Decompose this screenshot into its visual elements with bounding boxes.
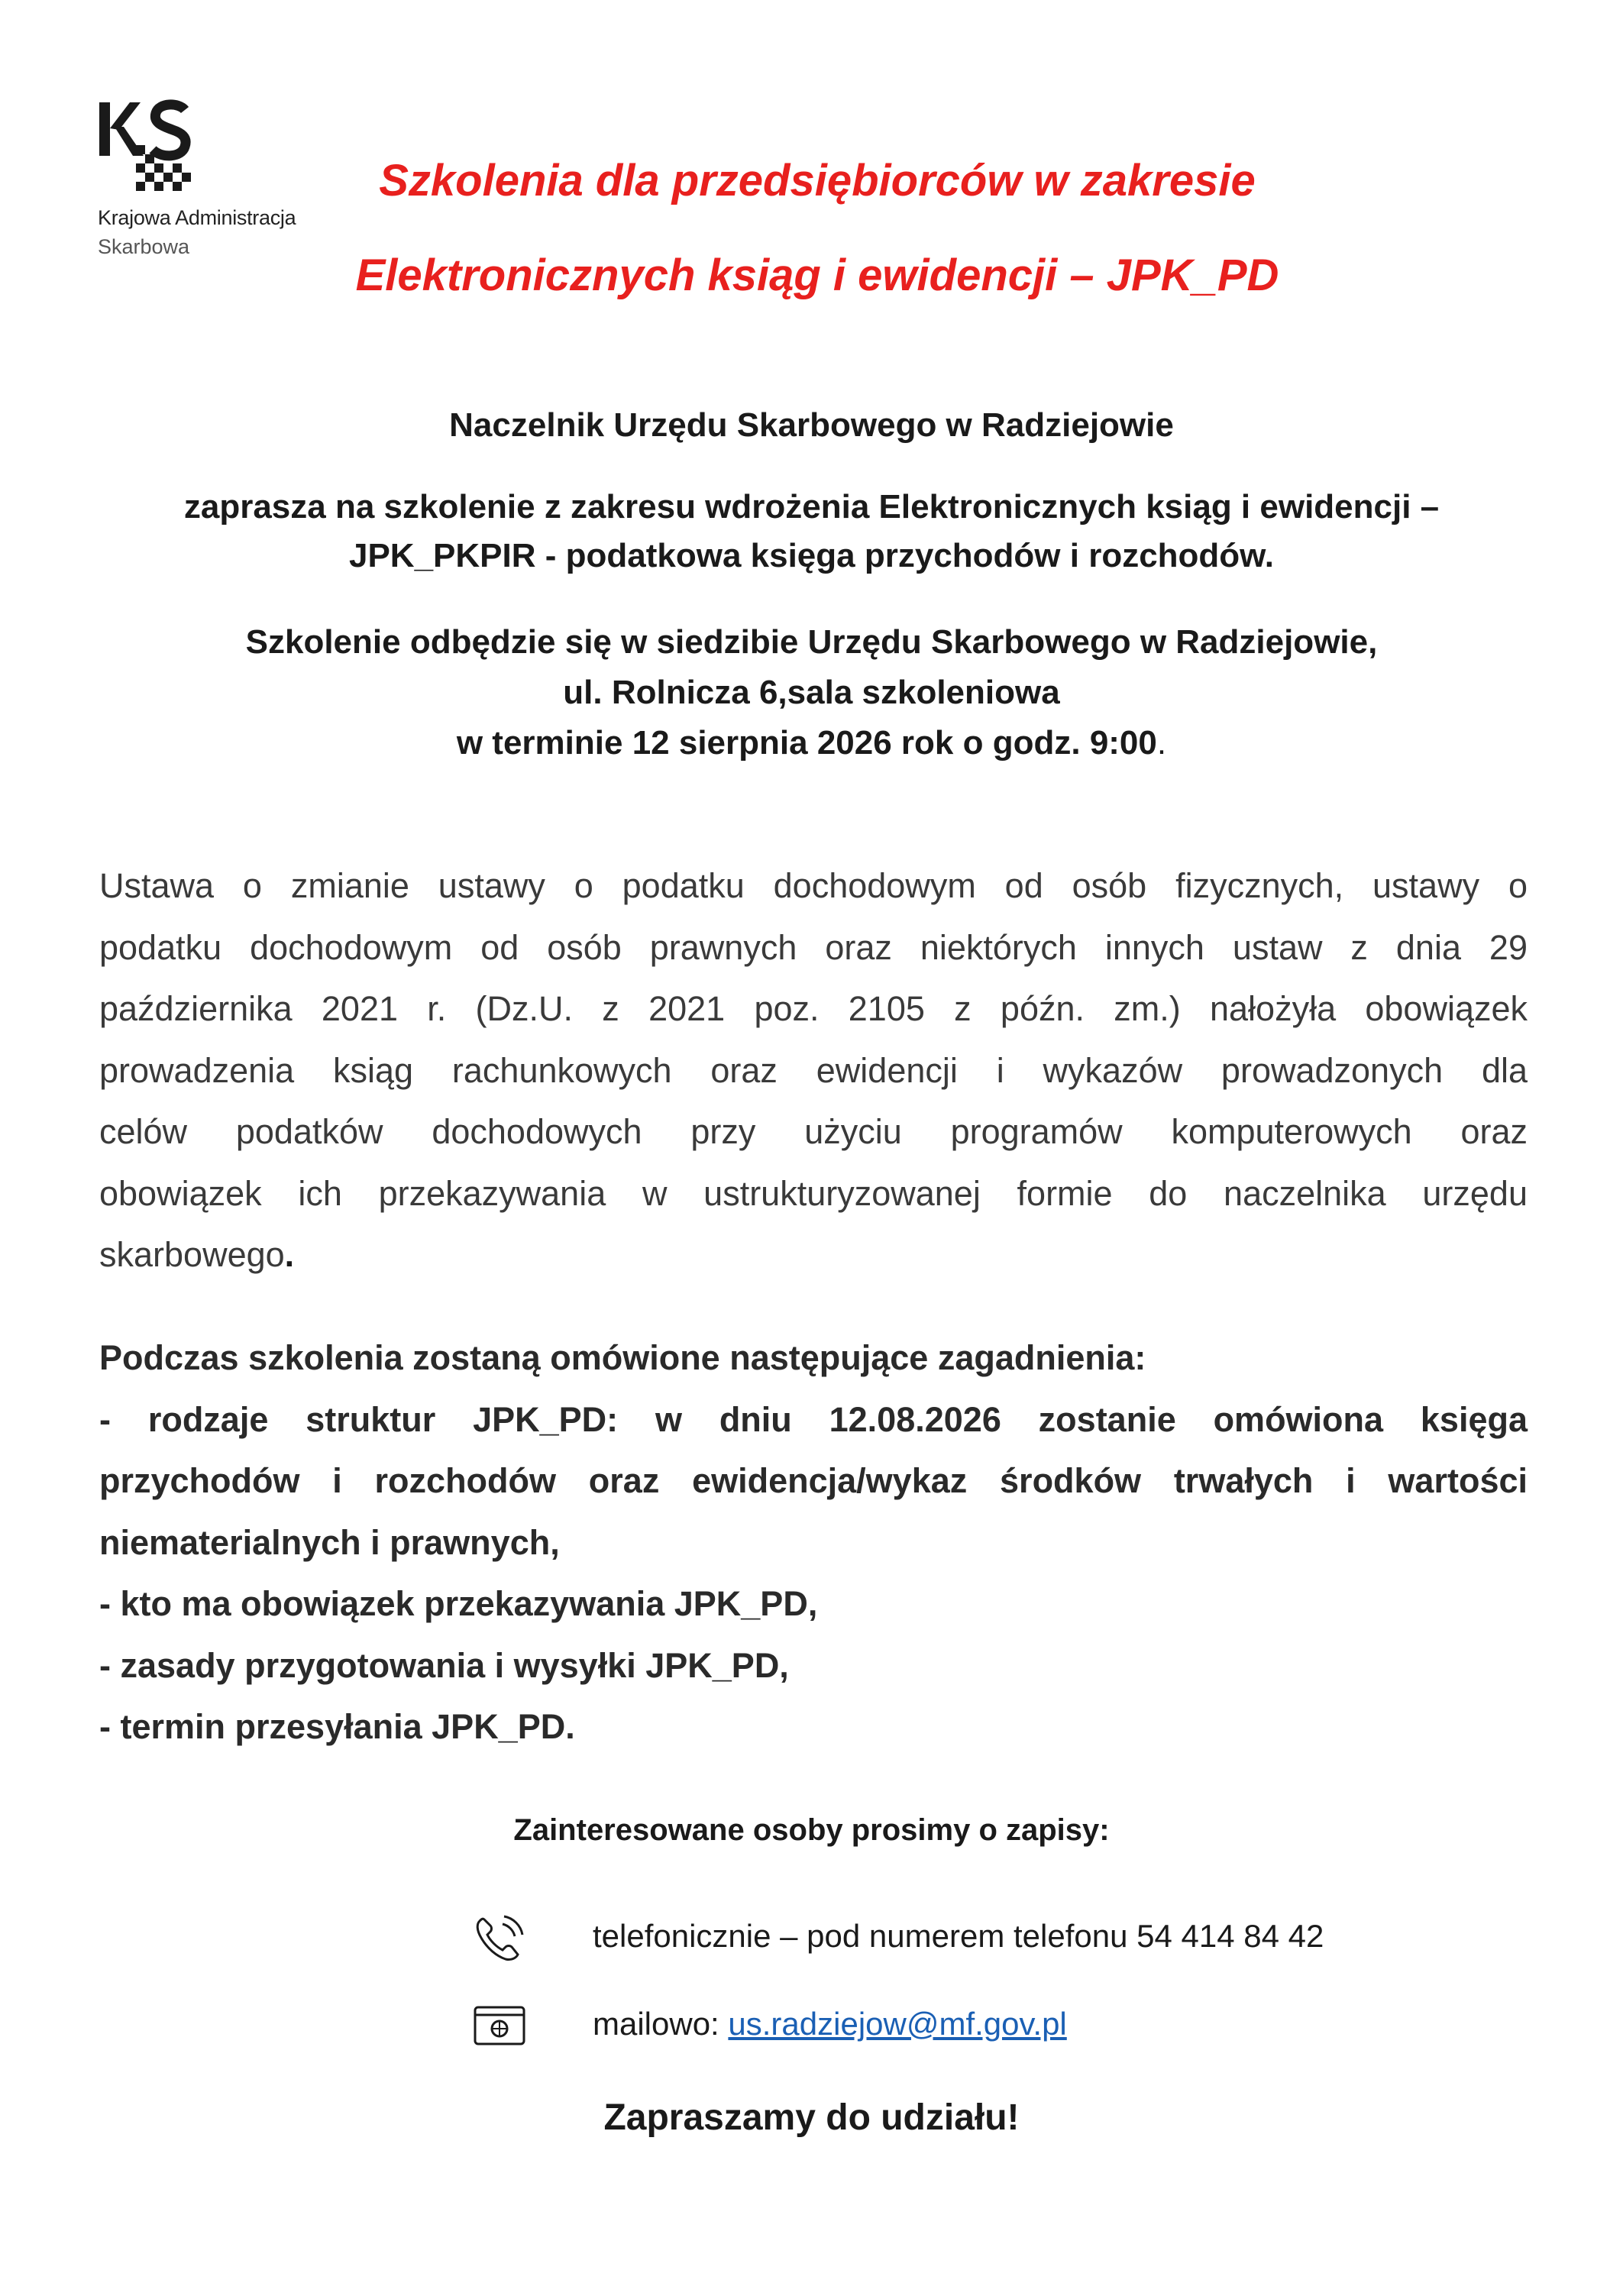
intro-line3: JPK_PKPIR - podatkowa księga przychodów i rozchodów. [348,537,1274,574]
kas-logo [98,99,327,267]
email-link[interactable]: us.radziejow@mf.gov.pl [728,2006,1067,2042]
web-mail-icon [472,2001,527,2050]
signup-heading: Zainteresowane osoby prosimy o zapisy: [513,1813,1110,1847]
topics-heading: Podczas szkolenia zostaną omówione następujące zagadnienia: [99,1338,1146,1377]
topic-item: - kto ma obowiązek przekazywania JPK_PD, [99,1584,818,1623]
intro-line1: Naczelnik Urzędu Skarbowego w Radziejowie [449,406,1174,444]
title-line2: Elektronicznych ksiąg i ewidencji – JPK_PD [355,251,1279,300]
paragraph-line: października 2021 r. (Dz.U. z 2021 poz. 2105 z późn. zm.) nałożyła obowiązek [99,989,1528,1028]
topic-item: - rodzaje struktur JPK_PD: w dniu 12.08.2026 zostanie omówiona księga [99,1399,1528,1439]
paragraph-line: skarbowego [99,1235,285,1274]
phone-icon [472,1913,527,1962]
paragraph-line: prowadzenia ksiąg rachunkowych oraz ewidencji i wykazów prowadzonych dla [99,1050,1528,1090]
topics-list [99,1327,1528,1758]
intro-line2: zaprasza na szkolenie z zakresu wdrożenia Elektronicznych ksiąg i ewidencji – [183,488,1440,525]
organizer-heading [76,403,1547,448]
phone-text: telefonicznie – pod numerem telefonu 54 414 84 42 [593,1918,1324,1954]
logo-text-line1: Krajowa Administracja [98,206,296,229]
topic-item: przychodów i rozchodów oraz ewidencja/wykaz środków trwałych i wartości [99,1461,1528,1500]
paragraph-last-line [99,1224,1528,1286]
intro-line5: ul. Rolnicza 6,sala szkoleniowa [563,674,1060,711]
intro-line6-end: . [1156,724,1167,762]
logo-text-line2: Skarbowa [98,235,190,258]
kas-logo-mark [99,99,199,199]
title-line1: Szkolenia dla przedsiębiorców w zakresie [379,156,1256,205]
topic-item: niematerialnych i prawnych, [99,1522,560,1562]
page-title [328,134,1306,323]
venue-info [76,617,1547,768]
paragraph-line: podatku dochodowym od osób prawnych oraz niektórych innych ustaw z dnia 29 [99,927,1528,967]
intro-line4: Szkolenie odbędzie się w siedzibie Urzędu Skarbowego w Radziejowie, [245,623,1378,661]
intro-line6-row [76,718,1547,768]
closing-invitation: Zapraszamy do udziału! [603,2097,1020,2138]
paragraph-line: celów podatków dochodowych przy użyciu programów komputerowych oraz [99,1112,1528,1151]
mail-prefix: mailowo: [593,2006,729,2042]
mail-text [593,2001,1067,2047]
paragraph-line: obowiązek ich przekazywania w ustrukturyzowanej formie do naczelnika urzędu [99,1173,1528,1213]
legal-paragraph [99,855,1528,1286]
paragraph-line: Ustawa o zmianie ustawy o podatku dochodowym od osób fizycznych, ustawy o [99,866,1528,905]
paragraph-end-punct: . [284,1235,295,1274]
topic-item: - zasady przygotowania i wysyłki JPK_PD, [99,1645,789,1685]
invitation-text [76,483,1547,580]
topic-item: - termin przesyłania JPK_PD. [99,1707,575,1746]
intro-line6: w terminie 12 sierpnia 2026 rok o godz. 9:00 [456,724,1157,762]
